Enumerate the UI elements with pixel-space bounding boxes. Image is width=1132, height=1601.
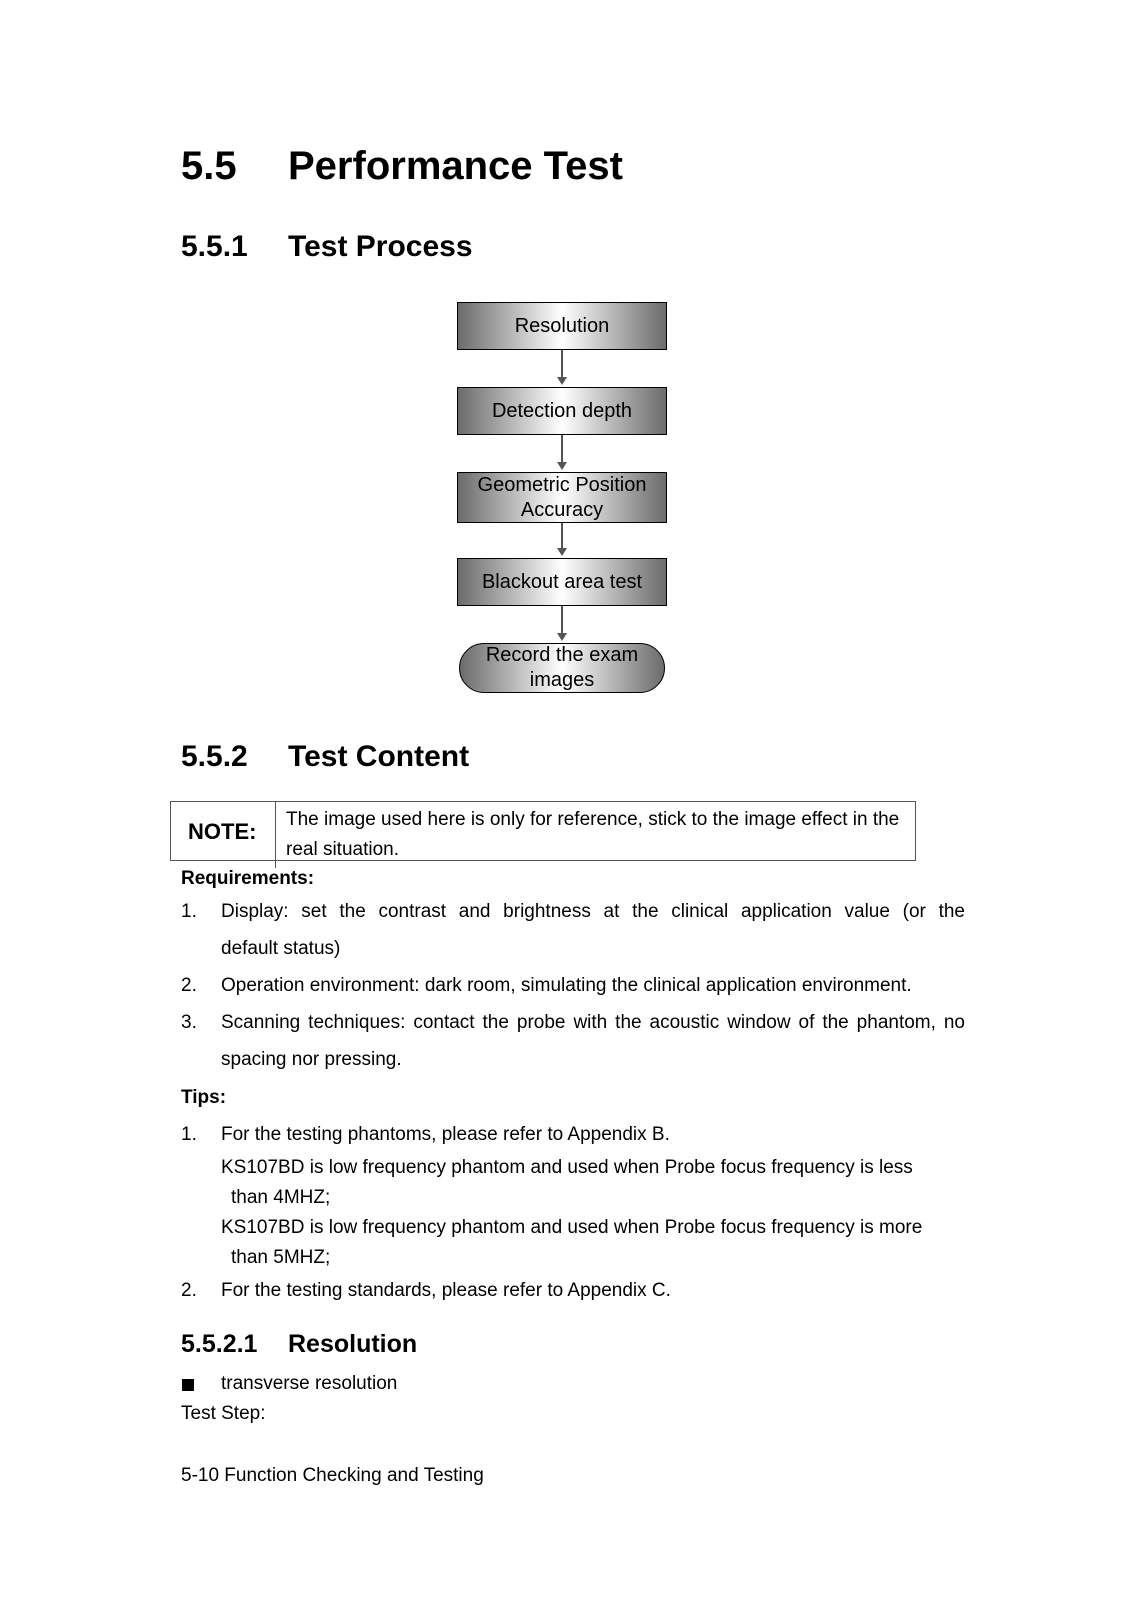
list-number: 2. [181, 1280, 197, 1301]
section-title: Performance Test [288, 144, 623, 188]
list-item-line: spacing nor pressing. [221, 1049, 402, 1070]
section-heading-5-5-2-1 [181, 1330, 418, 1359]
flow-arrow-icon [557, 633, 567, 641]
flow-step-resolution: Resolution [457, 302, 667, 350]
list-item-line: than 4MHZ; [231, 1187, 331, 1208]
tips-title: Tips: [181, 1087, 227, 1108]
note-box [170, 801, 916, 861]
flow-connector [561, 606, 563, 633]
section-number: 5.5.2 [181, 740, 248, 773]
section-number: 5.5.1 [181, 230, 248, 263]
square-bullet-icon [182, 1379, 194, 1391]
note-label: NOTE: [188, 819, 257, 844]
list-number: 3. [181, 1012, 197, 1033]
list-number: 1. [181, 901, 197, 922]
note-text: The image used here is only for reference, stick to the image effect in the real situation. [286, 809, 900, 860]
requirements-title: Requirements: [181, 868, 315, 889]
list-item-line: KS107BD is low frequency phantom and used when Probe focus frequency is more [221, 1217, 923, 1238]
list-item-line: default status) [221, 938, 341, 959]
list-item-line: For the testing phantoms, please refer to Appendix B. [221, 1124, 670, 1145]
list-item-line: Display: set the contrast and brightness at the clinical application value (or the [221, 901, 965, 922]
list-item-line: KS107BD is low frequency phantom and used when Probe focus frequency is less [221, 1157, 913, 1178]
flow-connector [561, 435, 563, 462]
section-title: Resolution [288, 1330, 418, 1358]
section-heading-5-5-2 [181, 740, 470, 774]
test-step-label: Test Step: [181, 1403, 266, 1424]
bullet-item: transverse resolution [221, 1373, 398, 1394]
list-item-line: For the testing standards, please refer to Appendix C. [221, 1280, 671, 1301]
flow-arrow-icon [557, 377, 567, 385]
list-number: 2. [181, 975, 197, 996]
section-number: 5.5 [181, 144, 237, 188]
note-divider [275, 802, 276, 868]
flow-step-detection-depth: Detection depth [457, 387, 667, 435]
section-heading-5-5-1 [181, 230, 473, 264]
flow-connector [561, 523, 563, 548]
flow-connector [561, 350, 563, 377]
flow-step-blackout-area-test: Blackout area test [457, 558, 667, 606]
section-title: Test Content [288, 740, 470, 773]
flow-arrow-icon [557, 462, 567, 470]
section-title: Test Process [288, 230, 473, 263]
flow-arrow-icon [557, 548, 567, 556]
flow-terminal-record-images: Record the exam images [459, 643, 665, 693]
section-number: 5.5.2.1 [181, 1330, 258, 1358]
flow-step-geometric-position-accuracy: Geometric Position Accuracy [457, 472, 667, 523]
page-footer: 5-10 Function Checking and Testing [181, 1465, 484, 1486]
list-item-line: Scanning techniques: contact the probe with the acoustic window of the phantom, no [221, 1012, 965, 1033]
section-heading-5-5 [181, 144, 623, 189]
list-item-line: than 5MHZ; [231, 1247, 331, 1268]
list-number: 1. [181, 1124, 197, 1145]
list-item-line: Operation environment: dark room, simulating the clinical application environment. [221, 975, 912, 996]
